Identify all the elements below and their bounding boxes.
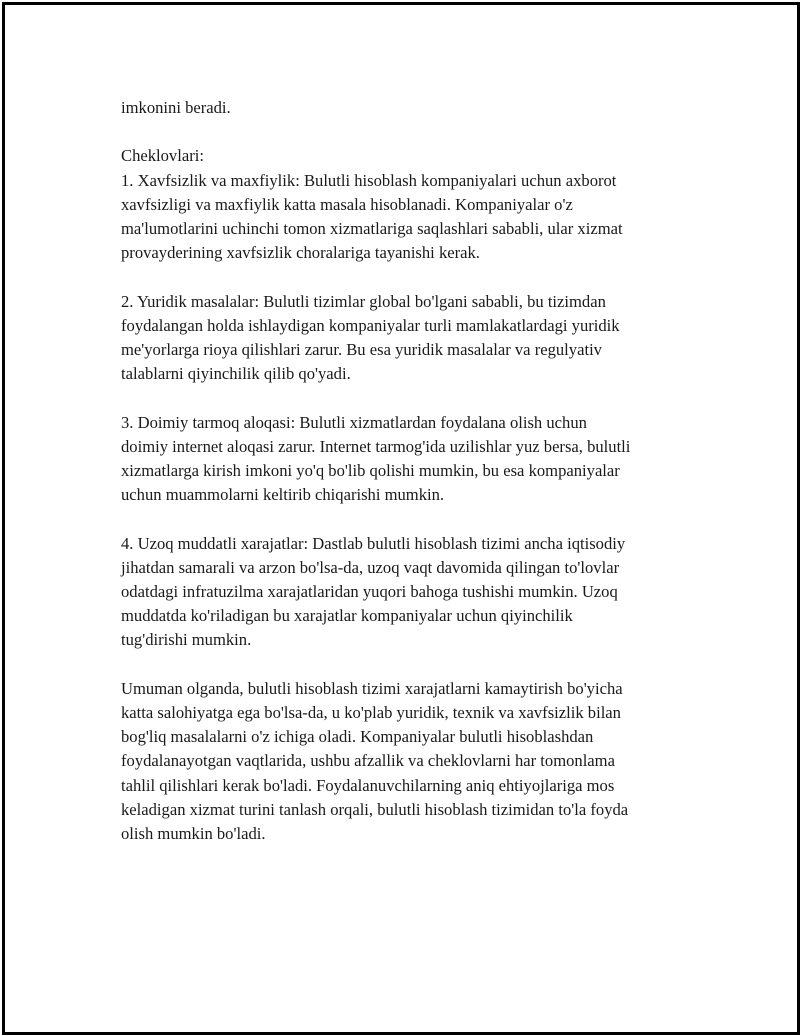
limitation-item-legal: 2. Yuridik masalalar: Bulutli tizimlar global bo'lgani sababli, bu tizimdan foydalangan holda ishlaydigan kompaniyalar turli mamlakatlardagi yuridik me'yorlarga rioya qilishlari zarur. Bu esa yuridik masalalar va regulyativ talablarni qiyinchilik qilib qo'yadi. xyxy=(121,291,620,384)
document-body xyxy=(121,96,701,846)
document-page xyxy=(2,2,800,1035)
conclusion-paragraph: Umuman olganda, bulutli hisoblash tizimi xarajatlarni kamaytirish bo'yicha katta salohiyatga ega bo'lsa-da, u ko'plab yuridik, texnik va xavfsizlik bilan bog'liq masalalarni o'z ichiga oladi. Kompaniyalar bulutli hisoblashdan foydalanayotgan vaqtlarida, ushbu afzallik va cheklovlarni har tomonlama tahlil qilishlari kerak bo'ladi. Foydalanuvchilarning aniq ehtiyojlariga mos keladigan xizmat turini tanlash orqali, bulutli hisoblash tizimidan to'la foyda olish mumkin bo'ladi. xyxy=(121,678,629,844)
intro-fragment: imkonini beradi. xyxy=(121,98,231,117)
limitation-item-network: 3. Doimiy tarmoq aloqasi: Bulutli xizmatlardan foydalana olish uchun doimiy internet aloqasi zarur. Internet tarmog'ida uzilishlar yuz bersa, bulutli xizmatlarga kirish imkoni yo'q bo'lib qolishi mumkin, bu esa kompaniyalar uchun muammolarni keltirib chiqarishi mumkin. xyxy=(121,412,631,505)
limitation-item-costs: 4. Uzoq muddatli xarajatlar: Dastlab bulutli hisoblash tizimi ancha iqtisodiy jihatdan samarali va arzon bo'lsa-da, uzoq vaqt davomida qilingan to'lovlar odatdagi infratuzilma xarajatlaridan yuqori bahoga tushishi mumkin. Uzoq muddatda ko'riladigan bu xarajatlar kompaniyalar uchun qiyinchilik tug'dirishi mumkin. xyxy=(121,533,626,650)
limitation-item-security: 1. Xavfsizlik va maxfiylik: Bulutli hisoblash kompaniyalari uchun axborot xavfsizligi va maxfiylik katta masala hisoblanadi. Kompaniyalar o'z ma'lumotlarini uchinchi tomon xizmatlariga saqlashlari sababli, ular xizmat provayderining xavfsizlik choralariga tayanishi kerak. xyxy=(121,170,623,263)
limitations-heading: Cheklovlari: xyxy=(121,146,204,166)
